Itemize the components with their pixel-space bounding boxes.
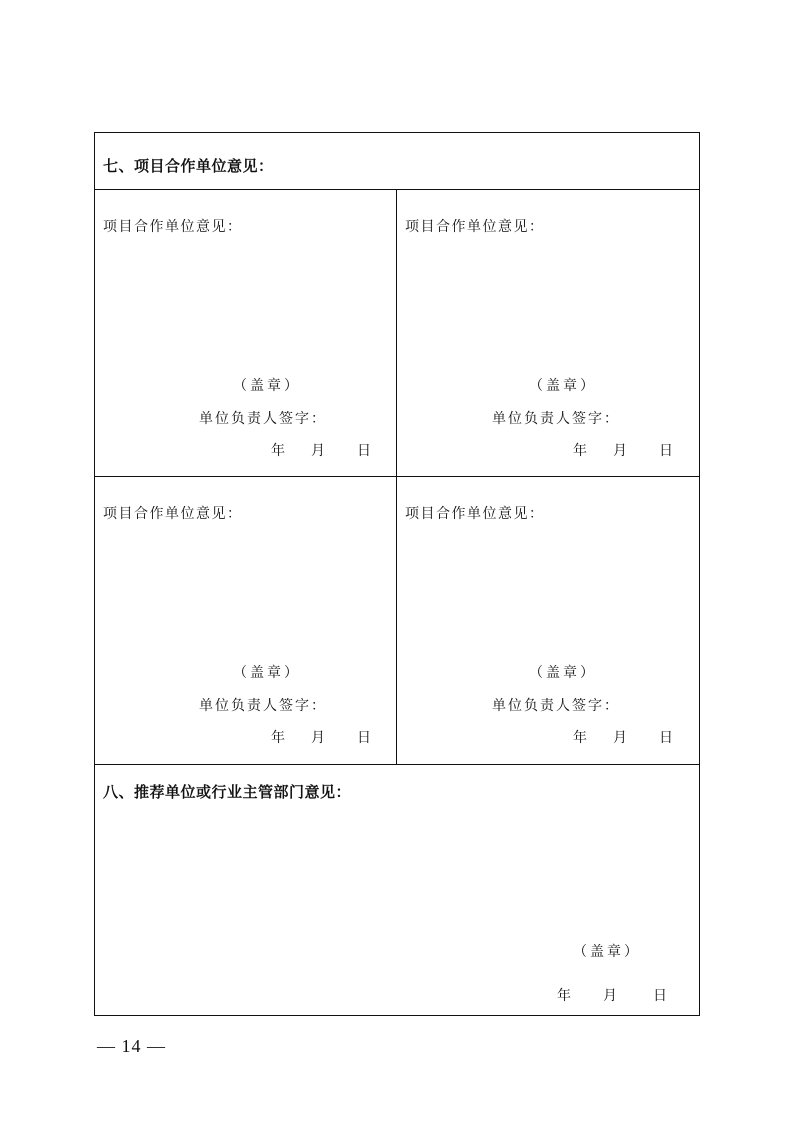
date-line	[271, 727, 371, 747]
month-label: 月	[311, 443, 325, 459]
date-line	[271, 440, 371, 460]
seal-placeholder: （盖章）	[233, 378, 301, 394]
date-line	[573, 440, 673, 460]
seal-placeholder: （盖章）	[529, 378, 597, 394]
section8-title: 八、推荐单位或行业主管部门意见：	[103, 783, 352, 801]
partner-opinion-cell	[397, 189, 698, 476]
partner-opinion-cell	[95, 477, 396, 764]
seal-placeholder: （盖章）	[573, 944, 641, 960]
partner-opinion-cell	[397, 477, 698, 764]
signature-label: 单位负责人签字：	[492, 411, 620, 427]
partner-opinion-label: 项目合作单位意见：	[405, 506, 545, 522]
month-label: 月	[613, 730, 627, 746]
day-label: 日	[659, 730, 673, 746]
day-label: 日	[659, 443, 673, 459]
page-number: — 14 —	[97, 1036, 166, 1056]
month-label: 月	[311, 730, 325, 746]
year-label: 年	[271, 443, 285, 459]
section7-title: 七、项目合作单位意见：	[103, 157, 274, 175]
partner-opinion-label: 项目合作单位意见：	[405, 219, 545, 235]
divider	[95, 764, 699, 765]
year-label: 年	[573, 443, 587, 459]
year-label: 年	[557, 988, 571, 1004]
month-label: 月	[603, 988, 617, 1004]
year-label: 年	[271, 730, 285, 746]
day-label: 日	[357, 730, 371, 746]
month-label: 月	[613, 443, 627, 459]
signature-label: 单位负责人签字：	[199, 698, 327, 714]
partner-opinion-label: 项目合作单位意见：	[103, 506, 243, 522]
seal-placeholder: （盖章）	[233, 665, 301, 681]
day-label: 日	[653, 988, 667, 1004]
day-label: 日	[357, 443, 371, 459]
date-line	[573, 727, 673, 747]
date-line	[557, 985, 667, 1005]
year-label: 年	[573, 730, 587, 746]
partner-opinion-cell	[95, 189, 396, 476]
opinion-form	[94, 132, 700, 1016]
signature-label: 单位负责人签字：	[199, 411, 327, 427]
partner-opinion-label: 项目合作单位意见：	[103, 219, 243, 235]
seal-placeholder: （盖章）	[529, 665, 597, 681]
signature-label: 单位负责人签字：	[492, 698, 620, 714]
